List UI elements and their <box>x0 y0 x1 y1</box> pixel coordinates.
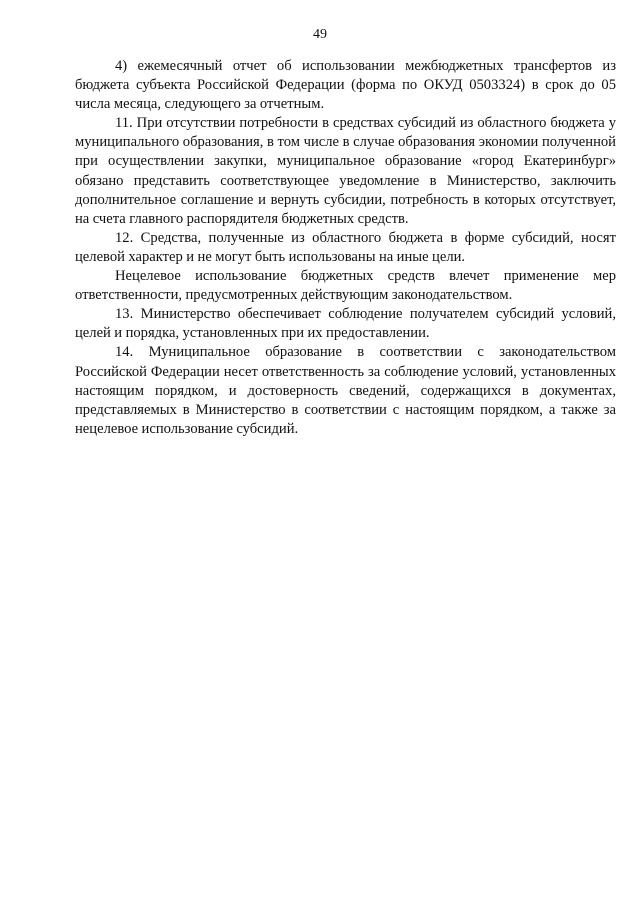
paragraph-12-targeted-funds: 12. Средства, полученные из областного бюджета в форме субсидий, носят целевой характер и не могут быть использованы на иные цели. <box>75 229 616 265</box>
page-number: 49 <box>313 27 327 42</box>
paragraph-11-no-need-for-subsidy: 11. При отсутствии потребности в средствах субсидий из областного бюджета у муниципального образования, в том числе в случае образования экономии полученной при осуществлении закупки, муниципальное образование «город Екатеринбург» обязано представить соответствующее уведомление в Министерство, заключить дополнительное соглашение и вернуть субсидии, потребность в которых отсутствует, на счета главного распорядителя бюджетных средств. <box>75 115 616 227</box>
paragraph-misuse-liability: Нецелевое использование бюджетных средств влечет применение мер ответственности, предусмотренных действующим законодательством. <box>75 268 616 304</box>
paragraph-13-ministry-compliance: 13. Министерство обеспечивает соблюдение получателем субсидий условий, целей и порядка, установленных при их предоставлении. <box>75 306 616 342</box>
paragraph-14-municipal-responsibility: 14. Муниципальное образование в соответствии с законодательством Российской Федерации несет ответственность за соблюдение условий, установленных настоящим порядком, и достоверность сведений, содержащихся в документах, представляемых в Министерство в соответствии с настоящим порядком, а также за нецелевое использование субсидий. <box>75 344 616 437</box>
paragraph-item-4-monthly-report: 4) ежемесячный отчет об использовании межбюджетных трансфертов из бюджета субъекта Российской Федерации (форма по ОКУД 0503324) в срок до 05 числа месяца, следующего за отчетным. <box>75 58 616 113</box>
document-body <box>75 57 616 439</box>
